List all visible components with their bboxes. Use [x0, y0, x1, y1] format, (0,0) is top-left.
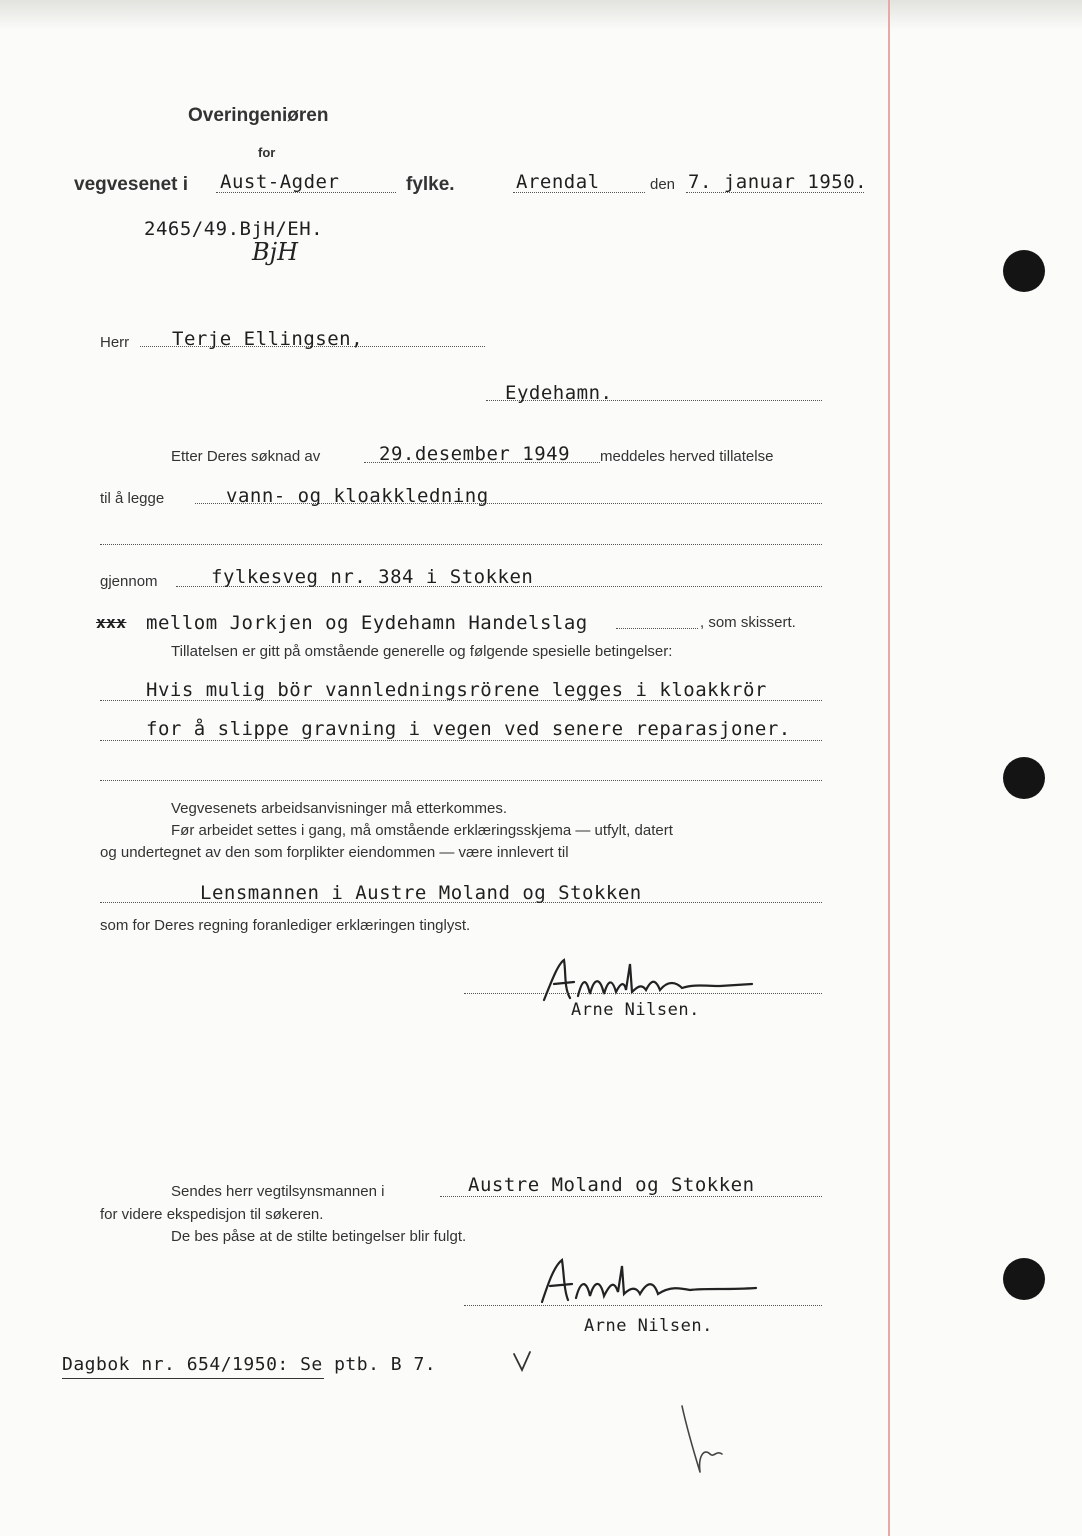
- instructions-line-3: og undertegnet av den som forplikter eiendommen — være innlevert til: [100, 844, 569, 861]
- punch-hole-icon: [1003, 1258, 1045, 1300]
- county-dotted-line: [216, 192, 396, 193]
- struck-over-text: xxx: [96, 613, 127, 632]
- condition-line-1: Hvis mulig bör vannledningsrörene legges i kloakkrör: [146, 679, 767, 701]
- lay-value: vann- og kloakkledning: [226, 485, 489, 507]
- punch-hole-icon: [1003, 757, 1045, 799]
- punch-hole-icon: [1003, 250, 1045, 292]
- condition-line-2-rule: [100, 740, 822, 741]
- condition-line-2: for å slippe gravning i vegen ved senere reparasjoner.: [146, 718, 791, 740]
- date-value: 7. januar 1950.: [688, 171, 868, 193]
- vegvesenet-label: vegvesenet i: [74, 174, 189, 195]
- through-label: gjennom: [100, 573, 158, 590]
- handwritten-signature: [530, 1250, 770, 1310]
- signatory-name-2: Arne Nilsen.: [584, 1316, 713, 1336]
- margin-rule: [888, 0, 890, 1536]
- authority-value: Lensmannen i Austre Moland og Stokken: [200, 882, 642, 904]
- registration-text: som for Deres regning foranlediger erklæringen tinglyst.: [100, 917, 471, 934]
- instructions-line-1: Vegvesenets arbeidsanvisninger må etterkommes.: [171, 800, 508, 817]
- forwarding-district: Austre Moland og Stokken: [468, 1174, 755, 1196]
- forwarding-prefix: Sendes herr vegtilsynsmannen i: [171, 1183, 385, 1200]
- condition-line-3-rule: [100, 780, 822, 781]
- application-suffix: meddeles herved tillatelse: [600, 448, 774, 465]
- forwarding-line-2: for videre ekspedisjon til søkeren.: [100, 1206, 324, 1223]
- letterhead-for: for: [258, 145, 276, 160]
- date-dotted-line: [686, 192, 864, 193]
- handwritten-initials: BjH: [252, 238, 299, 266]
- county-suffix: fylke.: [406, 174, 455, 195]
- lay-label: til å legge: [100, 490, 165, 507]
- through-value: fylkesveg nr. 384 i Stokken: [211, 566, 534, 588]
- signature-1-line: [464, 993, 822, 994]
- between-dotted-line: [616, 628, 698, 629]
- county-value: Aust-Agder: [220, 171, 340, 193]
- date-prefix: den: [650, 176, 676, 193]
- conditions-intro: Tillatelsen er gitt på omstående generelle og følgende spesielle betingelser:: [171, 643, 673, 660]
- place-value: Arendal: [516, 171, 600, 193]
- forwarding-line-3: De bes påse at de stilte betingelser blir fulgt.: [171, 1228, 467, 1245]
- scan-shadow: [0, 0, 1082, 30]
- check-mark-icon: [508, 1348, 538, 1378]
- blank-dotted-line: [100, 544, 822, 545]
- recipient-name: Terje Ellingsen,: [172, 328, 364, 350]
- signature-2-line: [464, 1305, 822, 1306]
- letterhead-title: Overingeniøren: [188, 105, 329, 126]
- recipient-place: Eydehamn.: [505, 382, 613, 404]
- recipient-title: Herr: [100, 334, 130, 351]
- forwarding-dotted-line: [440, 1196, 822, 1197]
- journal-note-underline: [62, 1378, 324, 1379]
- place-dotted-line: [513, 192, 645, 193]
- between-suffix: , som skissert.: [700, 614, 796, 631]
- reference-number: 2465/49.BjH/EH.: [144, 218, 324, 240]
- handwritten-mark: [670, 1400, 740, 1480]
- between-value: mellom Jorkjen og Eydehamn Handelslag: [146, 612, 588, 634]
- instructions-line-2: Før arbeidet settes i gang, må omstående erklæringsskjema — utfylt, datert: [171, 822, 673, 839]
- application-date: 29.desember 1949: [379, 443, 571, 465]
- journal-note: Dagbok nr. 654/1950: Se ptb. B 7.: [62, 1354, 437, 1375]
- signatory-name-1: Arne Nilsen.: [571, 1000, 700, 1020]
- application-prefix: Etter Deres søknad av: [171, 448, 321, 465]
